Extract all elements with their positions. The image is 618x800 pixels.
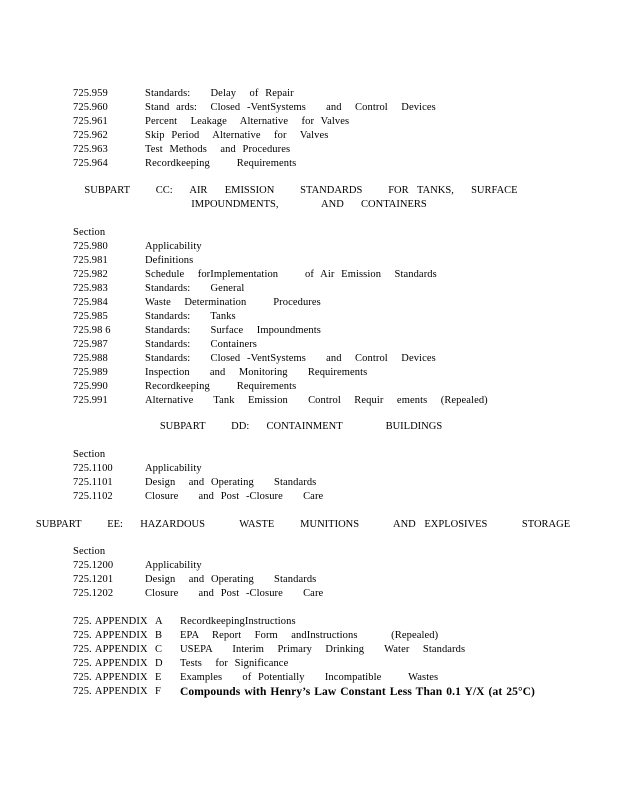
appendix-entry — [0, 629, 618, 643]
toc-entry — [0, 129, 618, 143]
section-number: 725.980 — [73, 241, 108, 252]
section-title: Test Methods and Procedures — [145, 144, 291, 155]
toc-entry — [0, 268, 618, 282]
section-title: Closure and Post -Closure Care — [145, 491, 324, 502]
section-number: 725.961 — [73, 116, 108, 127]
section-number: 725.963 — [73, 144, 108, 155]
section-number: 725.989 — [73, 367, 108, 378]
toc-entry — [0, 366, 618, 380]
appendix-number: 725. APPENDIX — [73, 630, 148, 641]
toc-entry — [0, 573, 618, 587]
section-title: Inspection and Monitoring Requirements — [145, 367, 368, 378]
section-number: 725.1102 — [73, 491, 113, 502]
section-number: 725.1200 — [73, 560, 114, 571]
section-title: Standards: General — [145, 283, 245, 294]
section-title: Applicability — [145, 560, 202, 571]
appendix-number: 725. APPENDIX — [73, 658, 148, 669]
section-title: Standards: Containers — [145, 339, 257, 350]
section-title: Recordkeeping Requirements — [145, 381, 297, 392]
appendix-letter: B — [155, 630, 163, 641]
toc-entry — [0, 324, 618, 338]
section-number: 725.987 — [73, 339, 108, 350]
section-title: Standards: Closed -VentSystems and Control Devices — [145, 353, 436, 364]
subpart-dd-heading: SUBPART DD: CONTAINMENT BUILDINGS — [159, 421, 443, 432]
section-label: Section — [73, 449, 106, 460]
appendix-entry — [0, 615, 618, 629]
appendix-letter: D — [155, 658, 163, 669]
section-number: 725.985 — [73, 311, 108, 322]
toc-entry — [0, 352, 618, 366]
toc-entry — [0, 394, 618, 408]
toc-entry — [0, 338, 618, 352]
subpart-cc-heading-line1: SUBPART CC: AIR EMISSION STANDARDS FOR TANKS, SURFACE — [84, 185, 518, 196]
toc-entry — [0, 240, 618, 254]
appendix-title: RecordkeepingInstructions — [180, 616, 296, 627]
section-title: Applicability — [145, 463, 202, 474]
toc-entry — [0, 462, 618, 476]
section-title: Percent Leakage Alternative for Valves — [145, 116, 350, 127]
appendix-title: EPA Report Form andInstructions (Repealed) — [180, 630, 439, 641]
toc-entry — [0, 587, 618, 601]
appendix-entry — [0, 671, 618, 685]
section-title: Standards: Delay of Repair — [145, 88, 294, 99]
section-title: Waste Determination Procedures — [145, 297, 321, 308]
toc-entry — [0, 254, 618, 268]
subpart-cc-heading-line2: IMPOUNDMENTS, AND CONTAINERS — [191, 199, 427, 210]
appendix-title: Compounds with Henry’s Law Constant Less Than 0.1 Y/X (at 25°C) — [180, 686, 535, 698]
section-label: Section — [73, 227, 106, 238]
section-title: Recordkeeping Requirements — [145, 158, 297, 169]
appendix-number: 725. APPENDIX — [73, 644, 148, 655]
section-number: 725.988 — [73, 353, 108, 364]
appendix-number: 725. APPENDIX — [73, 686, 148, 697]
appendix-letter: C — [155, 644, 163, 655]
section-title: Definitions — [145, 255, 194, 266]
appendix-letter: E — [155, 672, 162, 683]
section-label: Section — [73, 546, 106, 557]
section-title: Closure and Post -Closure Care — [145, 588, 324, 599]
section-number: 725.990 — [73, 381, 108, 392]
toc-entry — [0, 296, 618, 310]
toc-entry — [0, 115, 618, 129]
subpart-ee-heading: SUBPART EE: HAZARDOUS WASTE MUNITIONS AND EXPLOSIVES STORAGE — [35, 519, 571, 530]
toc-entry — [0, 380, 618, 394]
section-title: Skip Period Alternative for Valves — [145, 130, 329, 141]
toc-entry — [0, 559, 618, 573]
toc-entry — [0, 87, 618, 101]
section-title: Stand ards: Closed -VentSystems and Control Devices — [145, 102, 436, 113]
toc-entry — [0, 282, 618, 296]
toc-entry — [0, 157, 618, 171]
section-title: Standards: Tanks — [145, 311, 236, 322]
section-number: 725.962 — [73, 130, 108, 141]
section-title: Schedule forImplementation of Air Emission Standards — [145, 269, 437, 280]
appendix-entry — [0, 685, 618, 699]
appendix-number: 725. APPENDIX — [73, 616, 148, 627]
toc-entry — [0, 310, 618, 324]
toc-entry — [0, 490, 618, 504]
section-number: 725.1101 — [73, 477, 113, 488]
section-title: Design and Operating Standards — [145, 574, 317, 585]
section-number: 725.983 — [73, 283, 108, 294]
appendix-entry — [0, 657, 618, 671]
section-title: Standards: Surface Impoundments — [145, 325, 321, 336]
appendix-letter: F — [155, 686, 161, 697]
toc-entry — [0, 101, 618, 115]
section-number: 725.960 — [73, 102, 108, 113]
section-number: 725.1100 — [73, 463, 113, 474]
toc-entry — [0, 143, 618, 157]
section-title: Design and Operating Standards — [145, 477, 317, 488]
section-number: 725.959 — [73, 88, 108, 99]
section-title: Applicability — [145, 241, 202, 252]
section-number: 725.984 — [73, 297, 108, 308]
section-title: Alternative Tank Emission Control Requir ements (Repealed) — [145, 395, 488, 406]
section-number: 725.981 — [73, 255, 108, 266]
appendix-title: Tests for Significance — [180, 658, 289, 669]
section-number: 725.1202 — [73, 588, 114, 599]
section-number: 725.1201 — [73, 574, 114, 585]
appendix-title: Examples of Potentially Incompatible Wastes — [180, 672, 439, 683]
section-number: 725.991 — [73, 395, 108, 406]
section-number: 725.982 — [73, 269, 108, 280]
appendix-letter: A — [155, 616, 163, 627]
appendix-entry — [0, 643, 618, 657]
section-number: 725.98 6 — [73, 325, 111, 336]
section-number: 725.964 — [73, 158, 108, 169]
toc-entry — [0, 476, 618, 490]
appendix-title: USEPA Interim Primary Drinking Water Standards — [180, 644, 466, 655]
appendix-number: 725. APPENDIX — [73, 672, 148, 683]
